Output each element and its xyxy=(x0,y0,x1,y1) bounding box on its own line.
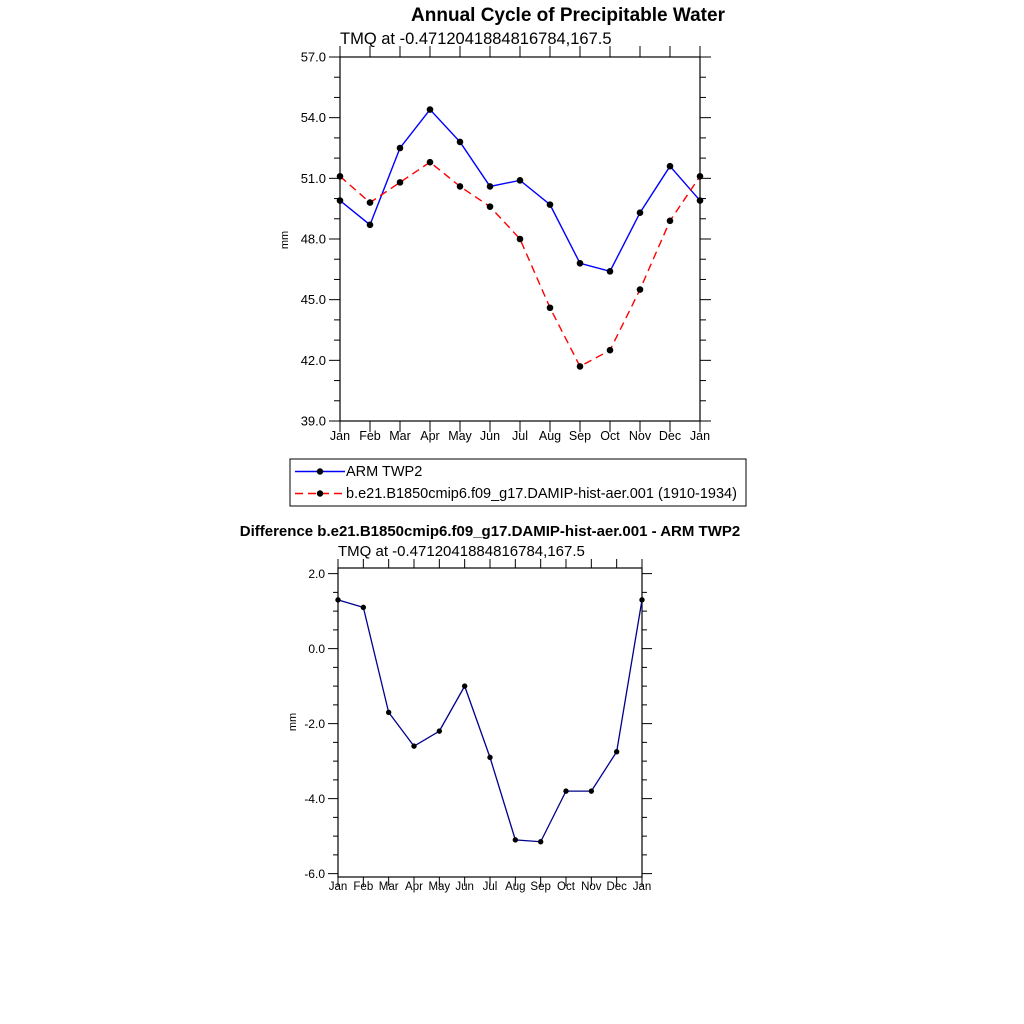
x-tick-label: Jul xyxy=(512,429,528,443)
chart1-plot-area xyxy=(301,46,711,443)
series-line-0 xyxy=(340,110,700,272)
legend-entry-arm-twp2: ARM TWP2 xyxy=(346,464,423,480)
x-tick-label: Oct xyxy=(557,881,575,893)
x-tick-label: Jan xyxy=(689,429,711,443)
x-tick-label: Feb xyxy=(353,881,374,893)
series-line-1 xyxy=(340,162,700,366)
x-tick-label: Mar xyxy=(389,429,411,443)
legend-entry-model: b.e21.B1850cmip6.f09_g17.DAMIP-hist-aer.001 (1910-1934) xyxy=(346,486,737,502)
x-tick-label: Feb xyxy=(359,429,381,443)
y-tick-label: 48.0 xyxy=(300,231,326,247)
y-tick-label: 45.0 xyxy=(300,292,326,308)
series-line-0 xyxy=(338,600,642,842)
x-tick-label: Jan xyxy=(328,881,348,893)
y-tick-label: 0.0 xyxy=(308,641,325,656)
chart1-y-axis-label: mm xyxy=(279,230,291,250)
x-tick-label: Jul xyxy=(482,881,498,893)
x-tick-label: Dec xyxy=(606,881,627,893)
y-tick-label: -2.0 xyxy=(304,716,325,731)
chart2-title: Difference b.e21.B1850cmip6.f09_g17.DAMIP-hist-aer.001 - ARM TWP2 xyxy=(239,523,741,540)
chart2-subtitle: TMQ at -0.4712041884816784,167.5 xyxy=(338,543,585,560)
x-tick-label: Nov xyxy=(581,881,602,893)
plot-frame xyxy=(338,568,642,877)
y-tick-label: -6.0 xyxy=(304,866,325,881)
y-tick-label: 39.0 xyxy=(300,413,326,429)
x-tick-label: Sep xyxy=(568,429,592,443)
y-tick-label: 54.0 xyxy=(300,110,326,126)
chart1-title: Annual Cycle of Precipitable Water xyxy=(411,5,725,26)
x-tick-label: Sep xyxy=(530,881,551,893)
x-tick-label: Nov xyxy=(628,429,652,443)
legend-sample-marker-0 xyxy=(317,468,323,474)
legend xyxy=(290,459,746,506)
x-tick-label: Apr xyxy=(405,881,423,893)
x-axis xyxy=(329,559,652,893)
x-tick-label: Oct xyxy=(600,429,620,443)
chart2-plot-area xyxy=(304,559,652,893)
x-tick-label: Jan xyxy=(329,429,351,443)
x-tick-label: May xyxy=(448,429,472,443)
y-tick-label: 57.0 xyxy=(300,49,326,65)
x-tick-label: Mar xyxy=(378,881,399,893)
y-tick-label: -4.0 xyxy=(304,791,325,806)
x-tick-label: May xyxy=(428,881,451,893)
x-tick-label: Dec xyxy=(658,429,682,443)
x-tick-label: Jun xyxy=(479,429,501,443)
x-tick-label: Jun xyxy=(455,881,474,893)
y-tick-label: 2.0 xyxy=(308,566,325,581)
legend-sample-marker-1 xyxy=(317,490,323,496)
x-tick-label: Aug xyxy=(505,881,526,893)
x-axis xyxy=(330,46,710,443)
series-markers-0 xyxy=(337,106,704,274)
x-tick-label: Jan xyxy=(632,881,652,893)
chart1-subtitle: TMQ at -0.4712041884816784,167.5 xyxy=(340,30,612,48)
series-markers-0 xyxy=(335,597,644,844)
chart2-y-axis-label: mm xyxy=(287,712,299,732)
x-tick-label: Apr xyxy=(420,429,440,443)
y-axis xyxy=(301,50,711,429)
series-markers-1 xyxy=(337,159,704,370)
y-tick-label: 51.0 xyxy=(300,170,326,186)
x-tick-label: Aug xyxy=(538,429,562,443)
y-tick-label: 42.0 xyxy=(300,352,326,368)
